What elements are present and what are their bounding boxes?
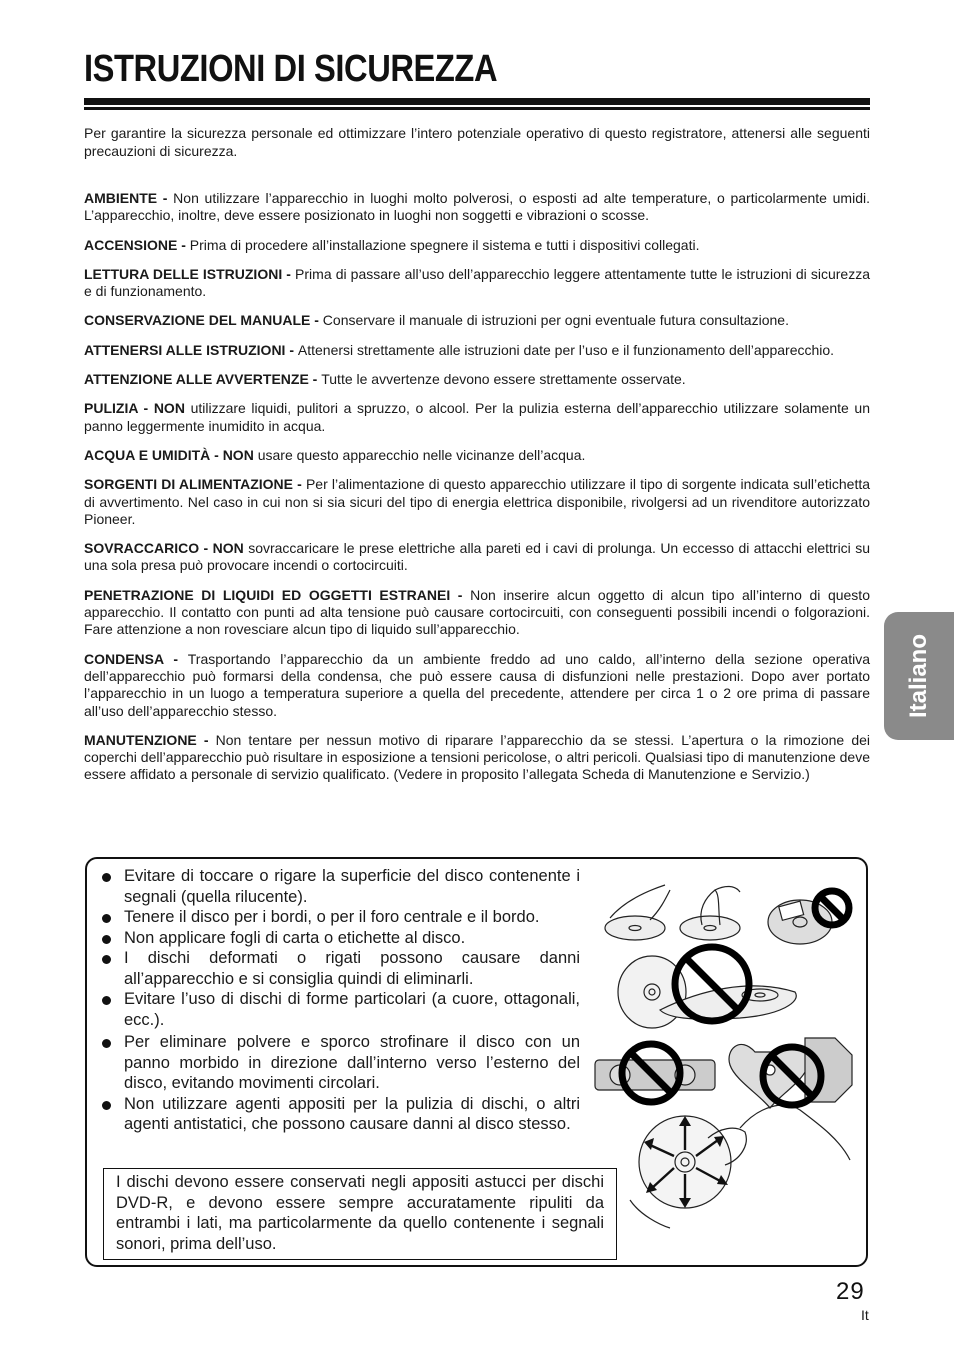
section-heading: MANUTENZIONE - xyxy=(84,731,216,748)
list-item: Tenere il disco per i bordi, o per il foro centrale e il bordo. xyxy=(100,907,580,928)
disc-handling-illustrations xyxy=(590,870,862,1232)
disc-wiping-illustration xyxy=(630,1105,850,1228)
section-manutenzione xyxy=(84,732,870,784)
section-body: Non inserire alcun oggetto di alcun tipo all’interno di questo apparecchio. Il contatto con punti ad alta tensione può causare cortocircuiti, con conseguenti possibili incendi o folgorazioni. Fare attenzione a non rovesciare alcun tipo di liquido sull’apparecchio. xyxy=(84,586,870,638)
section-body: Conservare il manuale di istruzioni per ogni eventuale futura consultazione. xyxy=(322,312,789,329)
language-code: It xyxy=(861,1307,869,1323)
section-attenzione-avvertenze xyxy=(84,371,870,388)
disc-held-edges-illustration xyxy=(605,885,670,940)
list-item: Per eliminare polvere e sporco strofinare il disco con un panno morbido in direzione dall’interno verso l’esterno del disco, evitando movimenti circolari. xyxy=(100,1032,580,1094)
section-heading: CONSERVAZIONE DEL MANUALE - xyxy=(84,312,323,329)
list-item: Non applicare fogli di carta o etichette al disco. xyxy=(100,928,580,949)
section-heading: ACCENSIONE - xyxy=(84,236,190,253)
section-body: Per l’alimentazione di questo apparecchio utilizzare il tipo di sorgente indicata sull’etichetta di avvertimento. Nel caso in cui non si sia sicuri del tipo di energia elettrica disponibile, rivolgersi ad un rivenditore autorizzato Pioneer. xyxy=(84,476,871,527)
section-heading: ATTENZIONE ALLE AVVERTENZE - xyxy=(84,371,322,388)
section-heading: CONDENSA - xyxy=(84,650,188,667)
bullet-icon xyxy=(102,996,111,1005)
section-heading: SORGENTI DI ALIMENTAZIONE - xyxy=(84,476,306,493)
disc-handling-list xyxy=(100,866,580,1135)
section-body: sovraccaricare le prese elettriche alla pareti ed i cavi di prolunga. Un eccesso di attacchi elettrici su una sola presa può provocare incendi o cortocircuiti. xyxy=(84,540,871,574)
section-pulizia xyxy=(84,400,870,435)
bullet-icon xyxy=(102,1039,111,1048)
page-title: ISTRUZIONI DI SICUREZZA xyxy=(84,48,498,90)
page-number: 29 xyxy=(836,1278,865,1305)
section-heading: ATTENERSI ALLE ISTRUZIONI - xyxy=(84,341,298,358)
section-body: Non utilizzare l’apparecchio in luoghi molto polverosi, o esposti ad alte temperature, o particolarmente umidi. L’apparecchio, inoltre, deve essere posizionato in luoghi non soggetti e vibrazioni o scosse. xyxy=(84,190,870,224)
intro-paragraph: Per garantire la sicurezza personale ed ottimizzare l’intero potenziale operativo di questo registratore, attenersi alle seguenti precauzioni di sicurezza. xyxy=(84,125,870,159)
bullet-icon xyxy=(102,873,111,882)
bullet-icon xyxy=(102,1101,111,1110)
list-item: Non utilizzare agenti appositi per la pulizia di dischi, o altri agenti antistatici, che possono causare danni al disco stesso. xyxy=(100,1094,580,1135)
language-tab xyxy=(884,612,954,740)
section-heading: PULIZIA - NON xyxy=(84,400,191,417)
section-sovraccarico xyxy=(84,540,870,575)
section-body: Non tentare per nessun motivo di riparare l’apparecchio da se stessi. L’apertura o la rimozione dei coperchi dell’apparecchio può risultare in esposizione a tensioni pericolose, o altri pericoli. Qualsiasi tipo di manutenzione deve essere affidato a personale di servizio qualificato. (Vedere in proposito l’allegata Scheda di Manutenzione e Servizio.) xyxy=(84,731,871,783)
section-heading: SOVRACCARICO - NON xyxy=(84,540,249,557)
bullet-icon xyxy=(102,935,111,944)
list-item: Evitare di toccare o rigare la superficie del disco contenente i segnali (quella rilucente). xyxy=(100,866,580,907)
section-heading: LETTURA DELLE ISTRUZIONI - xyxy=(84,265,296,282)
title-underline xyxy=(84,98,870,107)
section-body: Prima di passare all’uso dell’apparecchio leggere attentamente tutte le istruzioni di sicurezza e di funzionamento. xyxy=(84,265,870,300)
section-body: Tutte le avvertenze devono essere strettamente osservate. xyxy=(321,371,686,388)
section-heading: ACQUA E UMIDITÀ - NON xyxy=(84,446,258,463)
list-item: I dischi deformati o rigati possono causare danni all’apparecchio e si consiglia quindi di eliminarli. xyxy=(100,948,580,989)
section-ambiente xyxy=(84,190,870,225)
language-tab-label: Italiano xyxy=(905,633,932,719)
list-item: Evitare l’uso di dischi di forme particolari (a cuore, ottagonali, ecc.). xyxy=(100,989,580,1030)
section-conservazione-manuale xyxy=(84,312,870,329)
bullet-icon xyxy=(102,914,111,923)
section-heading: AMBIENTE - xyxy=(84,190,174,206)
section-body: Attenersi strettamente alle istruzioni date per l’uso e il funzionamento dell’apparecchio. xyxy=(297,341,835,358)
storage-note: I dischi devono essere conservati negli appositi astucci per dischi DVD-R, e devono essere sempre accuratamente ripuliti da entrambi i lati, ma particolarmente da quello contenente i segnali sonori, prima dell’uso. xyxy=(103,1168,617,1260)
section-accensione xyxy=(84,237,870,254)
section-heading: PENETRAZIONE DI LIQUIDI ED OGGETTI ESTRANEI - xyxy=(84,586,471,603)
section-body: utilizzare liquidi, pulitori a spruzzo, o alcool. Per la pulizia esterna dell’apparecchio utilizzare solamente un panno leggermente inumidito in acqua. xyxy=(84,400,870,434)
section-penetrazione-liquidi xyxy=(84,587,870,639)
section-body: Prima di procedere all’installazione spegnere il sistema e tutti i dispositivi collegati. xyxy=(189,236,700,253)
section-lettura-istruzioni xyxy=(84,266,870,301)
section-attenersi-istruzioni xyxy=(84,342,870,359)
section-condensa xyxy=(84,651,870,720)
disc-held-center-illustration xyxy=(680,886,740,940)
section-sorgenti-alimentazione xyxy=(84,476,870,528)
safety-sections xyxy=(84,190,870,796)
section-body: Trasportando l’apparecchio da un ambiente freddo ad uno caldo, all’interno della sezione operativa dell’apparecchio può formarsi della condensa, che può essere causa di disfunzioni nelle prestazioni. Dopo aver portato l’apparecchio in un luogo a temperatura superiore a quella del precedente, attendere per circa 1 o 2 ore prima di passare all’uso dell’apparecchio stesso. xyxy=(84,650,870,719)
bullet-icon xyxy=(102,955,111,964)
section-acqua-umidita xyxy=(84,447,870,464)
section-body: usare questo apparecchio nelle vicinanze dell’acqua. xyxy=(257,446,586,463)
